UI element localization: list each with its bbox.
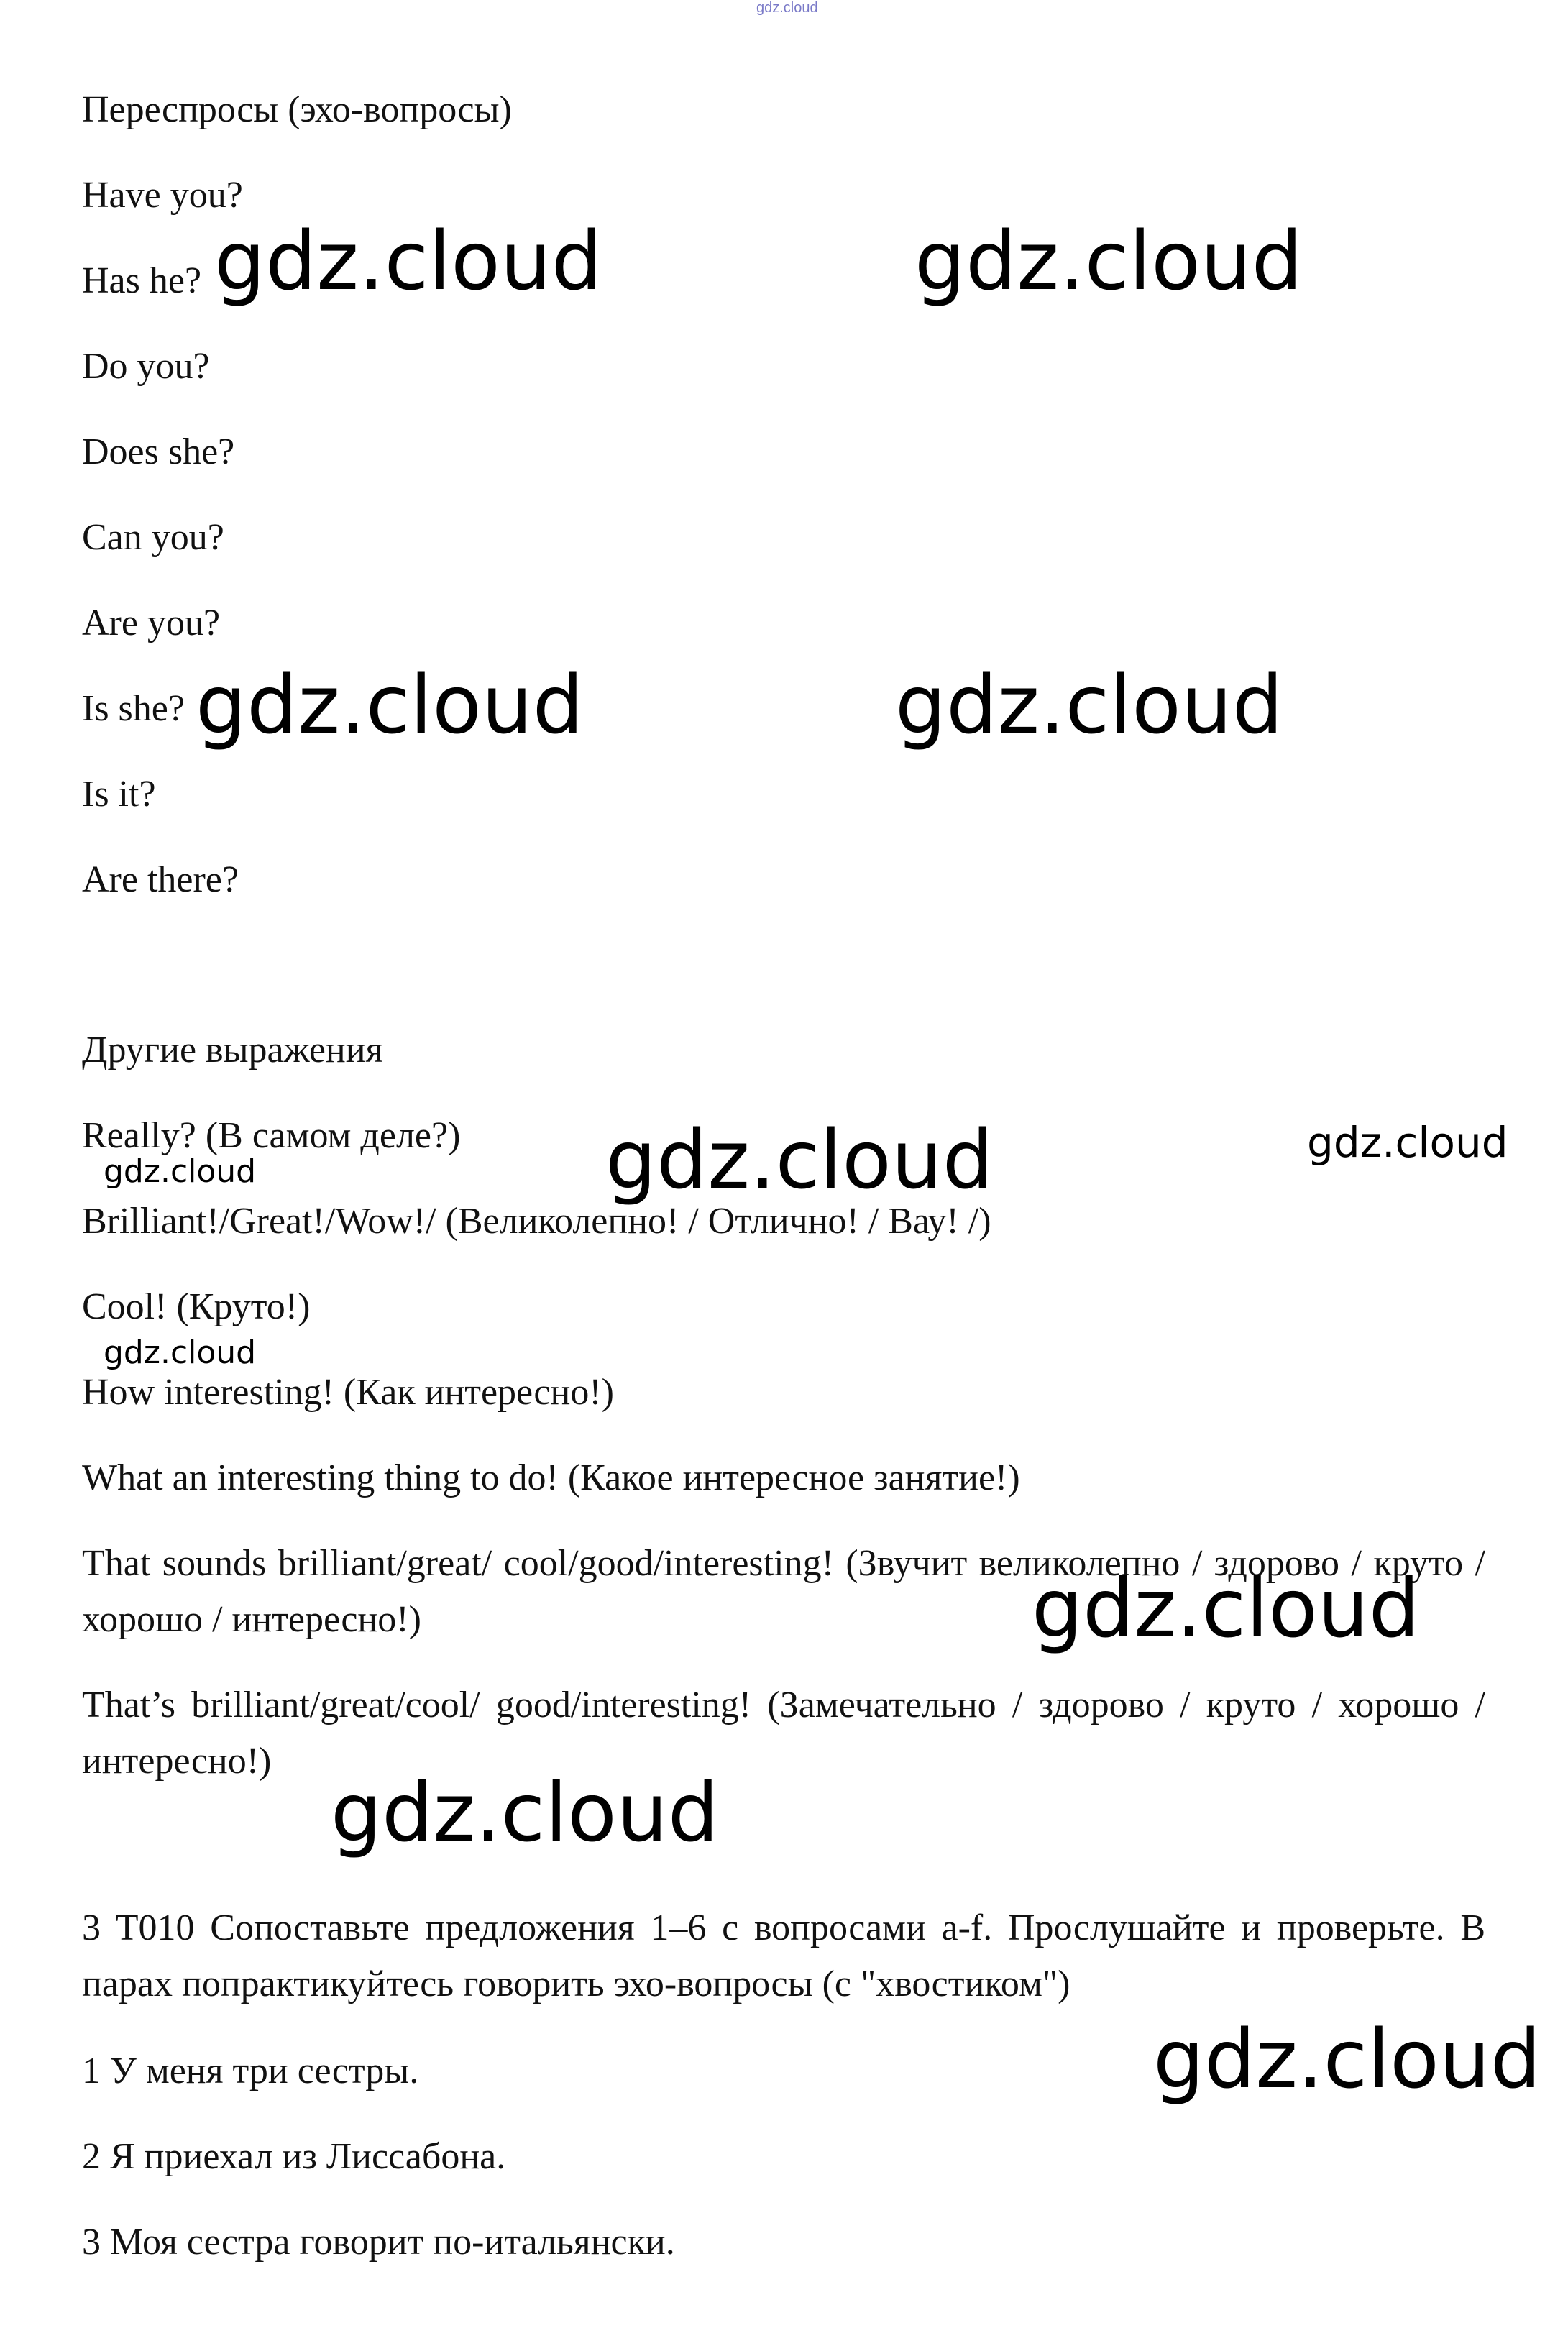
top-watermark: gdz.cloud xyxy=(756,0,818,16)
expression: Cool! (Круто!) xyxy=(82,1286,311,1327)
watermark: gdz.cloud xyxy=(895,659,1283,752)
section-heading-other-expressions: Другие выражения xyxy=(82,1030,383,1071)
echo-question: Is she? xyxy=(82,688,185,729)
watermark: gdz.cloud xyxy=(1153,2013,1541,2107)
watermark: gdz.cloud xyxy=(214,215,602,308)
watermark: gdz.cloud xyxy=(331,1766,719,1860)
exercise-instruction: 3 T010 Сопоставьте предложения 1–6 с вопросами a-f. Прослушайте и проверьте. В парах попрактикуйтесь говорить эхо-вопросы (с "хвостиком") xyxy=(82,1907,1485,2004)
echo-question: Can you? xyxy=(82,517,224,558)
echo-question: Has he? xyxy=(82,260,202,301)
echo-question: Is it? xyxy=(82,774,156,815)
echo-question: Are you? xyxy=(82,602,221,643)
expression: Brilliant!/Great!/Wow!/ (Великолепно! / Отлично! / Вау! /) xyxy=(82,1201,991,1242)
expression: How interesting! (Как интересно!) xyxy=(82,1372,614,1413)
expression: What an interesting thing to do! (Какое интересное занятие!) xyxy=(82,1457,1020,1498)
expression: Really? (В самом деле?) xyxy=(82,1115,461,1156)
watermark: gdz.cloud xyxy=(104,1334,257,1371)
watermark: gdz.cloud xyxy=(914,215,1303,308)
echo-question: Does she? xyxy=(82,431,235,472)
watermark: gdz.cloud xyxy=(104,1153,257,1190)
echo-question: Do you? xyxy=(82,346,210,387)
section-heading-echo-questions: Переспросы (эхо-вопросы) xyxy=(82,89,512,130)
echo-question: Have you? xyxy=(82,175,243,216)
watermark: gdz.cloud xyxy=(196,659,584,752)
watermark: gdz.cloud xyxy=(605,1114,994,1207)
expression-paragraph: That sounds brilliant/great/ cool/good/interesting! (Звучит великолепно / здорово / круто / хорошо / интересно!) xyxy=(82,1543,1485,1640)
exercise-item: 3 Моя сестра говорит по-итальянски. xyxy=(82,2222,675,2263)
exercise-item: 1 У меня три сестры. xyxy=(82,2050,419,2091)
echo-question: Are there? xyxy=(82,859,239,900)
exercise-item: 2 Я приехал из Лиссабона. xyxy=(82,2136,506,2177)
expression-paragraph: That’s brilliant/great/cool/ good/interesting! (Замечательно / здорово / круто / хорошо / интересно!) xyxy=(82,1685,1485,1782)
watermark: gdz.cloud xyxy=(1032,1562,1420,1656)
watermark: gdz.cloud xyxy=(1307,1118,1508,1167)
